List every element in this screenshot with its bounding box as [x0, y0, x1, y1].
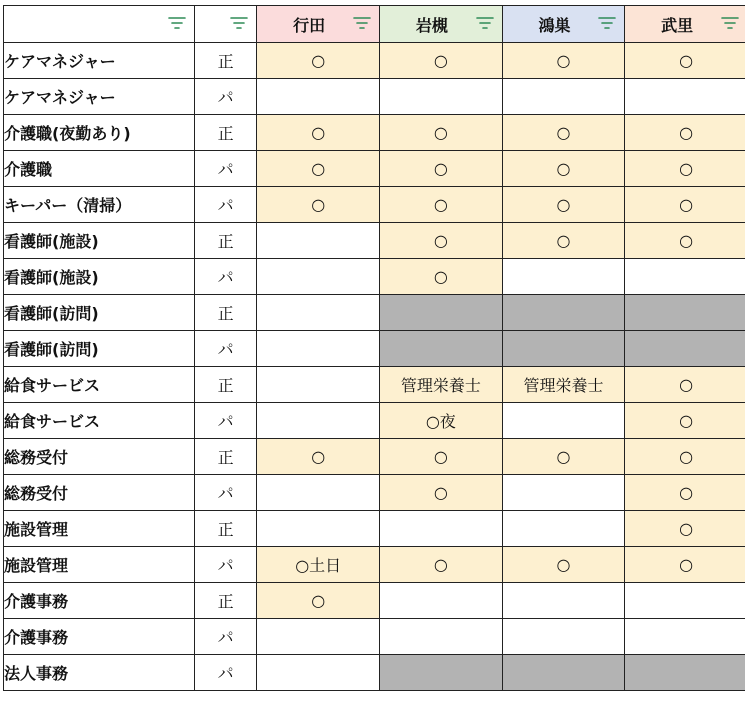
cell-site-value[interactable]: ○: [257, 583, 380, 619]
filter-icon[interactable]: [168, 16, 186, 32]
cell-site-value[interactable]: ○: [502, 547, 625, 583]
cell-site-value[interactable]: [625, 295, 745, 331]
cell-employment-type[interactable]: 正: [195, 439, 257, 475]
cell-role[interactable]: 介護事務: [4, 619, 195, 655]
header-site-iwatsuki[interactable]: [380, 6, 503, 43]
cell-site-value[interactable]: [502, 259, 625, 295]
cell-site-value[interactable]: [380, 79, 503, 115]
cell-site-value[interactable]: ○: [625, 151, 745, 187]
cell-site-value[interactable]: ○: [502, 439, 625, 475]
header-site-label: 岩槻: [380, 13, 502, 36]
table-row: [4, 475, 745, 511]
table-row: [4, 115, 745, 151]
cell-site-value[interactable]: ○: [502, 223, 625, 259]
table-body: [4, 43, 745, 691]
cell-employment-type[interactable]: 正: [195, 583, 257, 619]
cell-role[interactable]: 看護師(施設): [4, 223, 195, 259]
cell-site-value[interactable]: [502, 295, 625, 331]
table-row: [4, 583, 745, 619]
cell-site-value[interactable]: ○: [380, 547, 503, 583]
cell-employment-type[interactable]: パ: [195, 79, 257, 115]
cell-employment-type[interactable]: パ: [195, 331, 257, 367]
cell-role[interactable]: 介護事務: [4, 583, 195, 619]
cell-site-value[interactable]: [625, 259, 745, 295]
cell-role[interactable]: 総務受付: [4, 475, 195, 511]
cell-site-value[interactable]: ○: [625, 439, 745, 475]
cell-site-value[interactable]: ○夜: [380, 403, 503, 439]
cell-employment-type[interactable]: パ: [195, 187, 257, 223]
cell-role[interactable]: 給食サービス: [4, 403, 195, 439]
header-site-kounosu[interactable]: [502, 6, 625, 43]
cell-site-value[interactable]: ○: [380, 115, 503, 151]
cell-employment-type[interactable]: パ: [195, 259, 257, 295]
cell-site-value[interactable]: ○: [625, 367, 745, 403]
cell-role[interactable]: 給食サービス: [4, 367, 195, 403]
cell-site-value[interactable]: [502, 583, 625, 619]
cell-site-value[interactable]: ○: [380, 223, 503, 259]
table-row: [4, 79, 745, 115]
cell-role[interactable]: 介護職: [4, 151, 195, 187]
header-site-label: 鴻巣: [503, 13, 625, 36]
cell-site-value[interactable]: [257, 619, 380, 655]
cell-site-value[interactable]: ○: [380, 259, 503, 295]
cell-site-value[interactable]: [380, 583, 503, 619]
cell-site-value[interactable]: 管理栄養士: [380, 367, 503, 403]
cell-site-value[interactable]: [257, 403, 380, 439]
filter-icon[interactable]: [230, 16, 248, 32]
table-row: [4, 655, 745, 691]
header-role[interactable]: [4, 6, 195, 43]
cell-site-value[interactable]: ○: [625, 475, 745, 511]
filter-icon[interactable]: [353, 16, 371, 32]
cell-site-value[interactable]: [257, 511, 380, 547]
cell-site-value[interactable]: [257, 295, 380, 331]
table-row: [4, 331, 745, 367]
cell-site-value[interactable]: [257, 475, 380, 511]
header-type[interactable]: [195, 6, 257, 43]
cell-site-value[interactable]: ○: [625, 547, 745, 583]
cell-employment-type[interactable]: パ: [195, 403, 257, 439]
cell-site-value[interactable]: [257, 331, 380, 367]
cell-site-value[interactable]: [502, 655, 625, 691]
cell-employment-type[interactable]: 正: [195, 367, 257, 403]
cell-site-value[interactable]: ○: [502, 43, 625, 79]
cell-site-value[interactable]: ○: [502, 187, 625, 223]
cell-site-value[interactable]: ○: [625, 43, 745, 79]
cell-role[interactable]: 看護師(施設): [4, 259, 195, 295]
staffing-table: [3, 5, 745, 691]
table-row: [4, 43, 745, 79]
cell-site-value[interactable]: ○: [380, 475, 503, 511]
cell-site-value[interactable]: [380, 511, 503, 547]
header-site-label: 武里: [625, 13, 745, 36]
cell-site-value[interactable]: [380, 655, 503, 691]
cell-site-value[interactable]: [502, 79, 625, 115]
cell-site-value[interactable]: ○: [625, 115, 745, 151]
cell-role[interactable]: ケアマネジャー: [4, 43, 195, 79]
cell-role[interactable]: 介護職(夜勤あり): [4, 115, 195, 151]
cell-site-value[interactable]: ○: [257, 439, 380, 475]
cell-employment-type[interactable]: 正: [195, 295, 257, 331]
header-site-label: 行田: [257, 13, 379, 36]
cell-site-value[interactable]: [380, 619, 503, 655]
cell-employment-type[interactable]: パ: [195, 151, 257, 187]
cell-site-value[interactable]: ○: [257, 115, 380, 151]
header-site-takesato[interactable]: [625, 6, 745, 43]
cell-site-value[interactable]: ○: [625, 403, 745, 439]
cell-site-value[interactable]: [625, 331, 745, 367]
cell-site-value[interactable]: [625, 619, 745, 655]
cell-site-value[interactable]: [257, 223, 380, 259]
cell-site-value[interactable]: [502, 475, 625, 511]
table-row: [4, 547, 745, 583]
cell-site-value[interactable]: [257, 367, 380, 403]
cell-site-value[interactable]: [257, 655, 380, 691]
cell-site-value[interactable]: ○: [380, 43, 503, 79]
cell-role[interactable]: キーパー（清掃）: [4, 187, 195, 223]
cell-site-value[interactable]: [502, 619, 625, 655]
cell-site-value[interactable]: [257, 259, 380, 295]
header-row: [4, 6, 745, 43]
cell-site-value[interactable]: [257, 79, 380, 115]
cell-site-value[interactable]: ○: [380, 439, 503, 475]
table-row: [4, 619, 745, 655]
cell-site-value[interactable]: ○: [257, 43, 380, 79]
table-row: [4, 511, 745, 547]
cell-site-value[interactable]: [625, 79, 745, 115]
table-row: [4, 367, 745, 403]
cell-site-value[interactable]: [625, 655, 745, 691]
cell-employment-type[interactable]: 正: [195, 115, 257, 151]
cell-employment-type[interactable]: 正: [195, 43, 257, 79]
cell-site-value[interactable]: ○: [502, 151, 625, 187]
cell-role[interactable]: 施設管理: [4, 547, 195, 583]
cell-role[interactable]: 看護師(訪問): [4, 331, 195, 367]
cell-site-value[interactable]: ○: [625, 187, 745, 223]
cell-employment-type[interactable]: パ: [195, 547, 257, 583]
cell-role[interactable]: ケアマネジャー: [4, 79, 195, 115]
cell-role[interactable]: 看護師(訪問): [4, 295, 195, 331]
cell-employment-type[interactable]: パ: [195, 475, 257, 511]
table-row: [4, 151, 745, 187]
cell-site-value[interactable]: ○: [257, 151, 380, 187]
filter-icon[interactable]: [476, 16, 494, 32]
table-row: [4, 259, 745, 295]
cell-site-value[interactable]: [380, 295, 503, 331]
table-row: [4, 187, 745, 223]
cell-employment-type[interactable]: 正: [195, 511, 257, 547]
cell-site-value[interactable]: ○: [502, 115, 625, 151]
cell-employment-type[interactable]: パ: [195, 619, 257, 655]
header-site-gyoda[interactable]: [257, 6, 380, 43]
cell-role[interactable]: 総務受付: [4, 439, 195, 475]
cell-site-value[interactable]: [502, 403, 625, 439]
table-row: [4, 403, 745, 439]
cell-role[interactable]: 施設管理: [4, 511, 195, 547]
table-row: [4, 439, 745, 475]
cell-site-value[interactable]: [502, 331, 625, 367]
cell-site-value[interactable]: [380, 331, 503, 367]
cell-site-value[interactable]: ○土日: [257, 547, 380, 583]
cell-site-value[interactable]: ○: [625, 223, 745, 259]
cell-site-value[interactable]: ○: [257, 187, 380, 223]
table-row: [4, 295, 745, 331]
filter-icon[interactable]: [598, 16, 616, 32]
filter-icon[interactable]: [721, 16, 739, 32]
cell-site-value[interactable]: 管理栄養士: [502, 367, 625, 403]
cell-site-value[interactable]: ○: [380, 151, 503, 187]
cell-site-value[interactable]: ○: [625, 511, 745, 547]
cell-employment-type[interactable]: 正: [195, 223, 257, 259]
table-row: [4, 223, 745, 259]
cell-site-value[interactable]: [625, 583, 745, 619]
cell-employment-type[interactable]: パ: [195, 655, 257, 691]
cell-role[interactable]: 法人事務: [4, 655, 195, 691]
cell-site-value[interactable]: ○: [380, 187, 503, 223]
cell-site-value[interactable]: [502, 511, 625, 547]
